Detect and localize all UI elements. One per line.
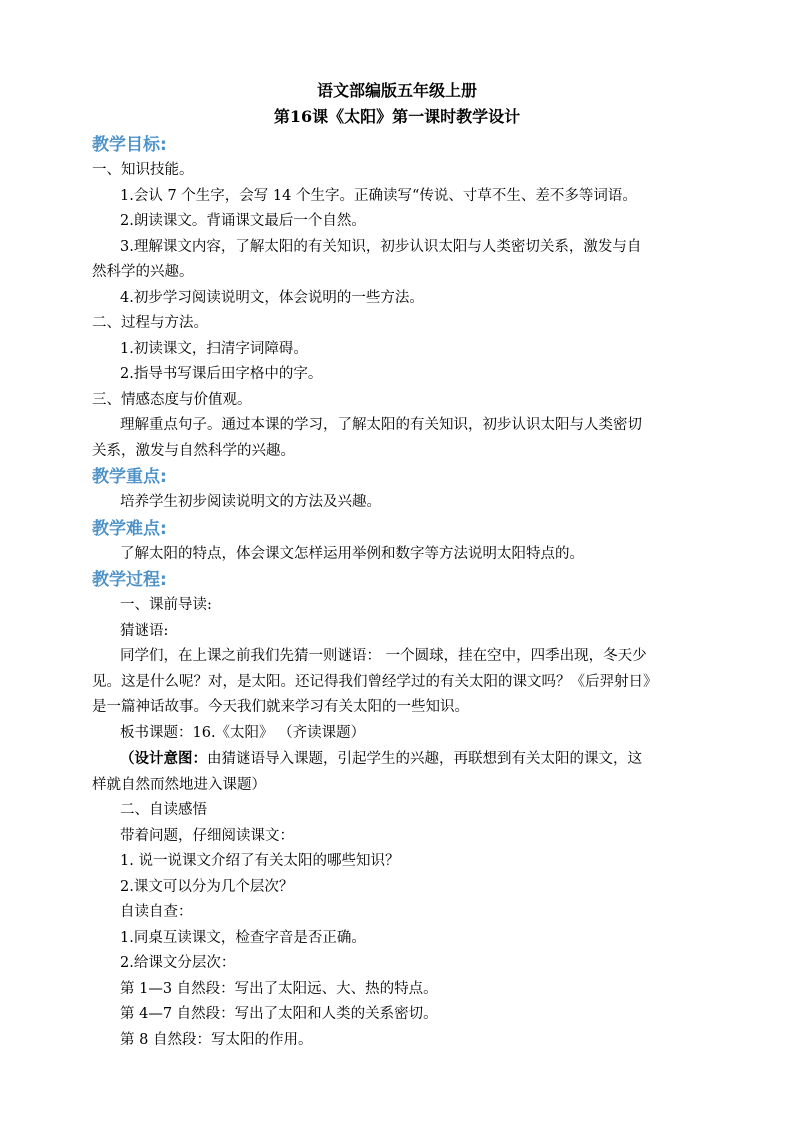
- goals-s2-item2: 2.指导书写课后田字格中的字。: [120, 366, 323, 382]
- title-block: [0, 78, 794, 130]
- goals-s1-item3-line1: 3.理解课文内容，了解太阳的有关知识，初步认识太阳与人类密切关系，激发与自: [120, 238, 642, 255]
- document-body: [92, 132, 710, 1053]
- goals-s1-title: 一、知识技能。: [92, 162, 194, 178]
- process-layer-2: 第 4—7 自然段：写出了太阳和人类的关系密切。: [120, 1006, 438, 1022]
- goals-s3-line2: 关系，激发与自然科学的兴趣。: [92, 442, 295, 459]
- process-self-check: 自读自查：: [120, 904, 193, 920]
- process-question-intro: 带着问题，仔细阅读课文：: [120, 827, 294, 844]
- process-check-2: 2.给课文分层次：: [120, 955, 236, 971]
- process-riddle-label: 猜谜语:: [120, 622, 169, 639]
- goals-s1-item3-line2: 然科学的兴趣。: [92, 264, 194, 280]
- goals-s2-title: 二、过程与方法。: [92, 315, 208, 331]
- process-heading: 教学过程:: [92, 570, 167, 590]
- process-self-read: 二、自读感悟: [120, 802, 207, 818]
- doc-title-lesson: 第16课《太阳》第一课时教学设计: [273, 107, 521, 126]
- doc-title-grade: 语文部编版五年级上册: [316, 81, 477, 100]
- process-layer-1: 第 1—3 自然段：写出了太阳远、大、热的特点。: [120, 980, 438, 997]
- key-heading: 教学重点:: [92, 467, 167, 487]
- goals-s3-title: 三、情感态度与价值观。: [92, 391, 252, 408]
- difficulty-text: 了解太阳的特点，体会课文怎样运用举例和数字等方法说明太阳特点的。: [120, 545, 584, 562]
- process-question-2: 2.课文可以分为几个层次？: [120, 878, 294, 895]
- process-riddle-line1: 同学们，在上课之前我们先猜一则谜语： 一个圆球，挂在空中，四季出现，冬天少: [120, 648, 647, 664]
- goals-s1-item4: 4.初步学习阅读说明文，体会说明的一些方法。: [120, 289, 424, 306]
- process-board-title: 板书课题：16.《太阳》 （齐读课题）: [120, 724, 366, 741]
- goals-s2-item1: 1.初读课文，扫清字词障碍。: [120, 340, 308, 357]
- process-layer-3: 第 8 自然段：写太阳的作用。: [120, 1031, 313, 1048]
- process-riddle-line3: 是一篇神话故事。今天我们就来学习有关太阳的一些知识。: [92, 699, 469, 715]
- design-intent-label: （设计意图：: [120, 750, 207, 767]
- process-design-intent-line1: [92, 746, 710, 773]
- process-riddle-line2: 见。这是什么呢？对，是太阳。还记得我们曾经学过的有关太阳的课文吗？《后羿射日》: [92, 673, 658, 690]
- design-intent-text: 由猜谜语导入课题，引起学生的兴趣，再联想到有关太阳的课文，这: [207, 751, 642, 767]
- process-design-intent-line2: 样就自然而然地进入课题）: [92, 776, 266, 793]
- key-text: 培养学生初步阅读说明文的方法及兴趣。: [120, 494, 381, 510]
- goals-s1-item1: 1.会认 7 个生字，会写 14 个生字。正确读写“传说、寸草不生、差不多等词语。: [120, 187, 637, 204]
- goals-s3-line1: 理解重点句子。通过本课的学习，了解太阳的有关知识，初步认识太阳与人类密切: [120, 417, 642, 433]
- difficulty-heading: 教学难点:: [92, 518, 167, 539]
- process-check-1: 1.同桌互读课文，检查字音是否正确。: [120, 929, 366, 946]
- process-pre-read: 一、课前导读:: [120, 597, 212, 613]
- goals-s1-item2: 2.朗读课文。背诵课文最后一个自然。: [120, 213, 366, 229]
- goals-heading: 教学目标:: [92, 135, 167, 155]
- process-question-1: 1. 说一说课文介绍了有关太阳的哪些知识？: [120, 853, 400, 869]
